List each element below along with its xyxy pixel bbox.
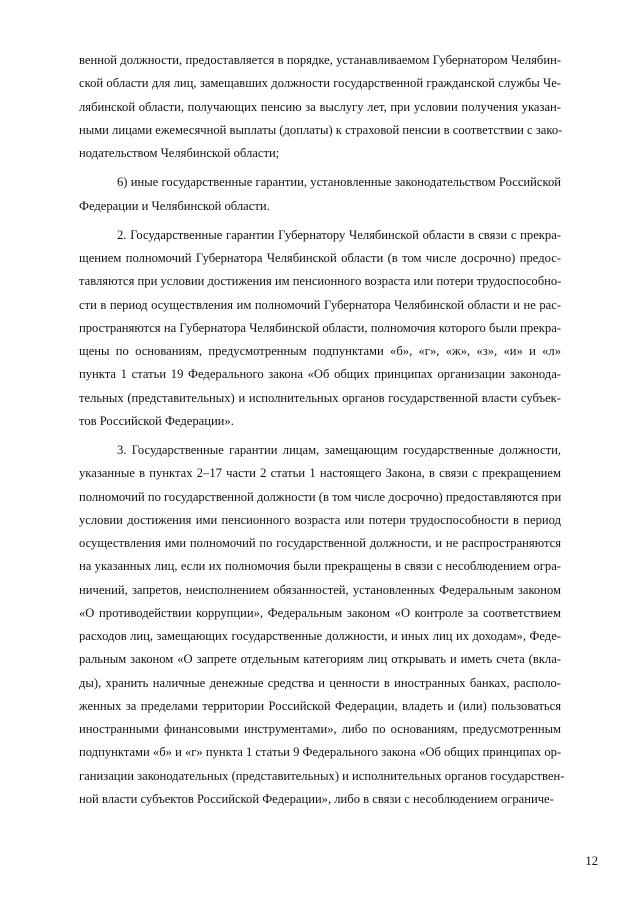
text-line: пространяются на Губернатора Челябинской области, полномочия которого были прекра- xyxy=(79,320,561,335)
text-line: «О противодействии коррупции», Федеральным законом «О контроле за соответствием xyxy=(79,605,561,620)
text-line: осуществления ими полномочий по государственной должности, и не распространяются xyxy=(79,536,561,550)
text-line: на указанных лиц, если их полномочия были прекращены в связи с несоблюдением огра- xyxy=(79,559,561,574)
text-line: женных за пределами территории Российской Федерации, владеть и (или) пользоваться xyxy=(79,698,561,713)
text-line: нодательством Челябинской области; xyxy=(79,146,280,160)
text-line: ничений, запретов, неисполнением обязанностей, установленных Федеральным законом xyxy=(79,582,561,597)
text-line: условии достижения ими пенсионного возраста или потери трудоспособности в период xyxy=(79,512,561,527)
text-line: венной должности, предоставляется в порядке, устанавливаемом Губернатором Челябин- xyxy=(79,53,561,67)
text-line: тов Российской Федерации». xyxy=(79,413,234,428)
paragraph xyxy=(79,171,561,218)
paragraph xyxy=(79,439,565,811)
text-line: щены по основаниям, предусмотренным подпунктами «б», «г», «ж», «з», «и» и «л» xyxy=(79,344,561,358)
page-number: 12 xyxy=(585,854,598,868)
text-line: ганизации законодательных (представительных) и исполнительных органов государствен- xyxy=(79,768,565,783)
document-body xyxy=(79,49,565,811)
text-line: ными лицами ежемесячной выплаты (доплаты) к страховой пенсии в соответствии с зако- xyxy=(79,122,563,137)
text-line: щением полномочий Губернатора Челябинской области (в том числе досрочно) предос- xyxy=(79,251,561,265)
paragraph xyxy=(79,49,561,165)
text-line: расходов лиц, замещающих государственные должности, и иных лиц их доходам», Феде- xyxy=(79,629,561,643)
text-line: подпунктами «б» и «г» пункта 1 статьи 9 Федерального закона «Об общих принципах ор- xyxy=(79,745,562,760)
text-line: 3. Государственные гарантии лицам, замещающим государственные должности, xyxy=(117,443,561,457)
text-line: 2. Государственные гарантии Губернатору Челябинской области в связи с прекра- xyxy=(117,227,561,242)
text-line: ской области для лиц, замещавших должности государственной гражданской службы Че- xyxy=(79,76,561,91)
text-line: Федерации и Челябинской области. xyxy=(79,198,270,213)
text-line: ды), хранить наличные денежные средства и ценности в иностранных банках, располо- xyxy=(79,675,561,690)
text-line: полномочий по государственной должности (в том числе досрочно) предоставляются при xyxy=(79,489,562,504)
text-line: пункта 1 статьи 19 Федерального закона «Об общих принципах организации законода- xyxy=(79,367,561,382)
text-line: тавляются при условии достижения им пенсионного возраста или потери трудоспособно- xyxy=(79,274,562,289)
text-line: тельных (представительных) и исполнительных органов государственной власти субъек- xyxy=(79,390,561,405)
text-line: ной власти субъектов Российской Федерации», либо в связи с несоблюдением ограниче- xyxy=(79,791,554,806)
text-line: лябинской области, получающих пенсию за выслугу лет, при условии получения указан- xyxy=(79,99,561,114)
paragraph xyxy=(79,224,561,433)
text-line: сти в период осуществления им полномочий Губернатора Челябинской области и не рас- xyxy=(79,297,561,312)
text-line: указанные в пунктах 2–17 части 2 статьи 1 настоящего Закона, в связи с прекращением xyxy=(79,466,561,481)
text-line: иностранными финансовыми инструментами», либо по основаниям, предусмотренным xyxy=(79,722,561,736)
text-line: 6) иные государственные гарантии, установленные законодательством Российской xyxy=(117,175,561,190)
text-line: ральным законом «О запрете отдельным категориям лиц открывать и иметь счета (вкла- xyxy=(79,652,561,667)
